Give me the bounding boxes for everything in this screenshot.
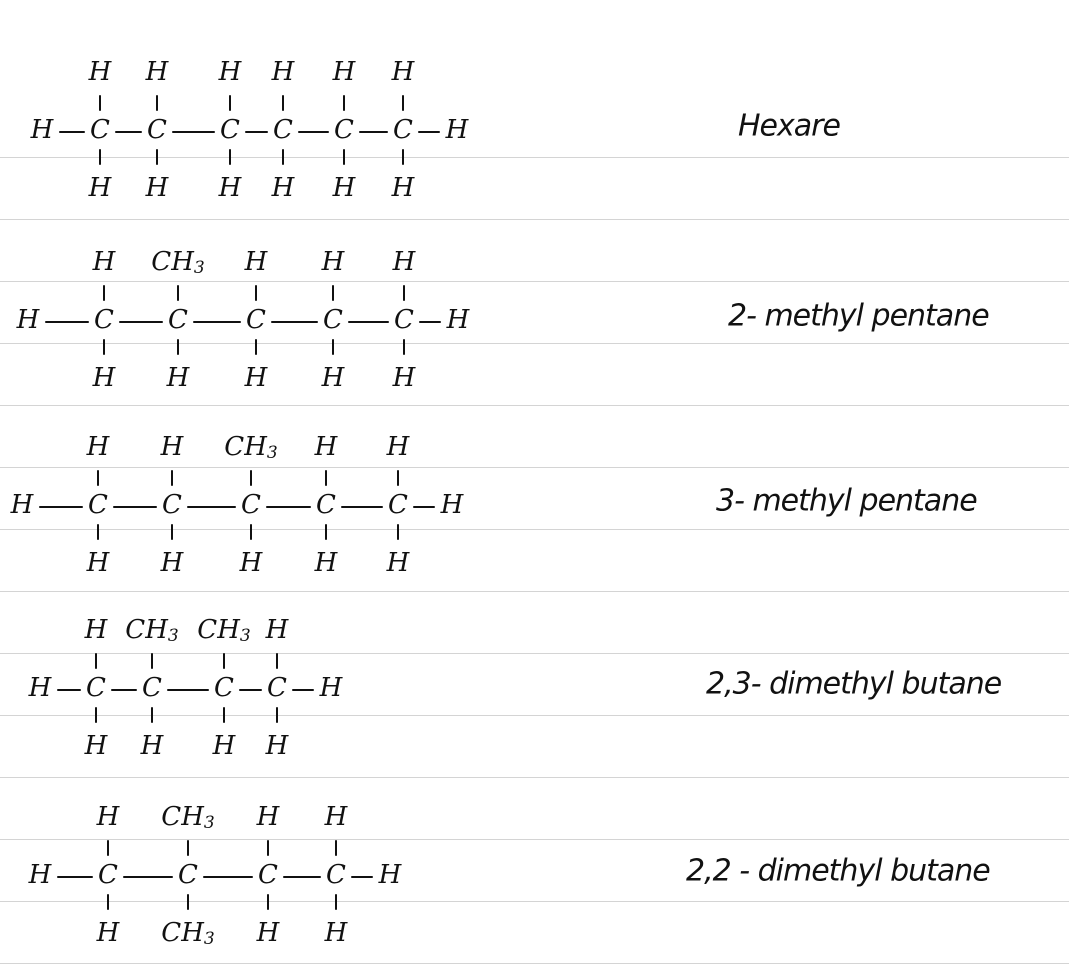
atom-h: H <box>321 247 345 277</box>
atom-h: H <box>265 731 289 761</box>
atom-h-right: H <box>378 860 402 890</box>
atom-carbon: C <box>178 860 198 890</box>
methyl-group: $CH_3$ <box>151 247 205 278</box>
atom-h: H <box>92 247 116 277</box>
atom-h: H <box>321 363 345 393</box>
atom-h: H <box>84 731 108 761</box>
atom-h: H <box>392 363 416 393</box>
structure-3 <box>10 432 978 578</box>
atom-h: H <box>256 918 280 948</box>
structure-1 <box>30 57 841 203</box>
atom-h: H <box>145 173 169 203</box>
atom-h: H <box>391 173 415 203</box>
structure-2 <box>16 247 990 393</box>
atom-carbon: C <box>326 860 346 890</box>
atom-h: H <box>271 57 295 87</box>
atom-h: H <box>218 173 242 203</box>
methyl-group: $CH_3$ <box>125 615 179 646</box>
atom-h-left: H <box>28 673 52 703</box>
atom-h: H <box>314 548 338 578</box>
atom-carbon: C <box>86 673 106 703</box>
structure-5 <box>28 802 991 949</box>
methyl-group: $CH_3$ <box>161 918 215 949</box>
atom-h: H <box>88 173 112 203</box>
atom-h: H <box>96 918 120 948</box>
atom-carbon: C <box>258 860 278 890</box>
atom-carbon: C <box>162 490 182 520</box>
atom-carbon: C <box>334 115 354 145</box>
atom-h-left: H <box>28 860 52 890</box>
atom-h: H <box>386 548 410 578</box>
atom-carbon: C <box>323 305 343 335</box>
atom-carbon: C <box>316 490 336 520</box>
compound-name: 2,2 - dimethyl butane <box>686 853 990 889</box>
atom-h: H <box>314 432 338 462</box>
atom-h: H <box>166 363 190 393</box>
structure-4 <box>28 615 1002 761</box>
atom-h: H <box>239 548 263 578</box>
atom-carbon: C <box>90 115 110 145</box>
atom-h: H <box>256 802 280 832</box>
atom-h: H <box>332 57 356 87</box>
atom-h: H <box>140 731 164 761</box>
methyl-group: $CH_3$ <box>224 432 278 463</box>
atom-h: H <box>86 548 110 578</box>
atom-h: H <box>88 57 112 87</box>
atom-h: H <box>244 247 268 277</box>
compound-name: 3- methyl pentane <box>716 483 977 519</box>
atom-carbon: C <box>98 860 118 890</box>
atom-carbon: C <box>142 673 162 703</box>
atom-h-left: H <box>10 490 34 520</box>
atom-carbon: C <box>168 305 188 335</box>
atom-h: H <box>145 57 169 87</box>
atom-carbon: C <box>94 305 114 335</box>
atom-h: H <box>244 363 268 393</box>
atom-carbon: C <box>273 115 293 145</box>
atom-h: H <box>160 432 184 462</box>
atom-carbon: C <box>394 305 414 335</box>
atom-h: H <box>212 731 236 761</box>
atom-h-right: H <box>445 115 469 145</box>
compound-name: Hexare <box>738 108 840 144</box>
atom-carbon: C <box>214 673 234 703</box>
atom-carbon: C <box>393 115 413 145</box>
atom-h: H <box>324 802 348 832</box>
atom-carbon: C <box>88 490 108 520</box>
atom-h: H <box>160 548 184 578</box>
atom-carbon: C <box>246 305 266 335</box>
atom-h: H <box>86 432 110 462</box>
atom-h: H <box>96 802 120 832</box>
atom-h: H <box>391 57 415 87</box>
atom-h-right: H <box>319 673 343 703</box>
atom-carbon: C <box>388 490 408 520</box>
atom-h: H <box>324 918 348 948</box>
atom-h: H <box>265 615 289 645</box>
atom-h: H <box>271 173 295 203</box>
compound-name: 2,3- dimethyl butane <box>706 666 1002 702</box>
atom-h-left: H <box>16 305 40 335</box>
atom-h-right: H <box>440 490 464 520</box>
atom-h: H <box>332 173 356 203</box>
atom-carbon: C <box>220 115 240 145</box>
compound-name: 2- methyl pentane <box>728 298 989 334</box>
atom-carbon: C <box>241 490 261 520</box>
atom-h: H <box>218 57 242 87</box>
atom-h-right: H <box>446 305 470 335</box>
methyl-group: $CH_3$ <box>161 802 215 833</box>
atom-carbon: C <box>267 673 287 703</box>
atom-h: H <box>386 432 410 462</box>
methyl-group: $CH_3$ <box>197 615 251 646</box>
atom-h-left: H <box>30 115 54 145</box>
atom-h: H <box>84 615 108 645</box>
atom-h: H <box>92 363 116 393</box>
atom-h: H <box>392 247 416 277</box>
atom-carbon: C <box>147 115 167 145</box>
